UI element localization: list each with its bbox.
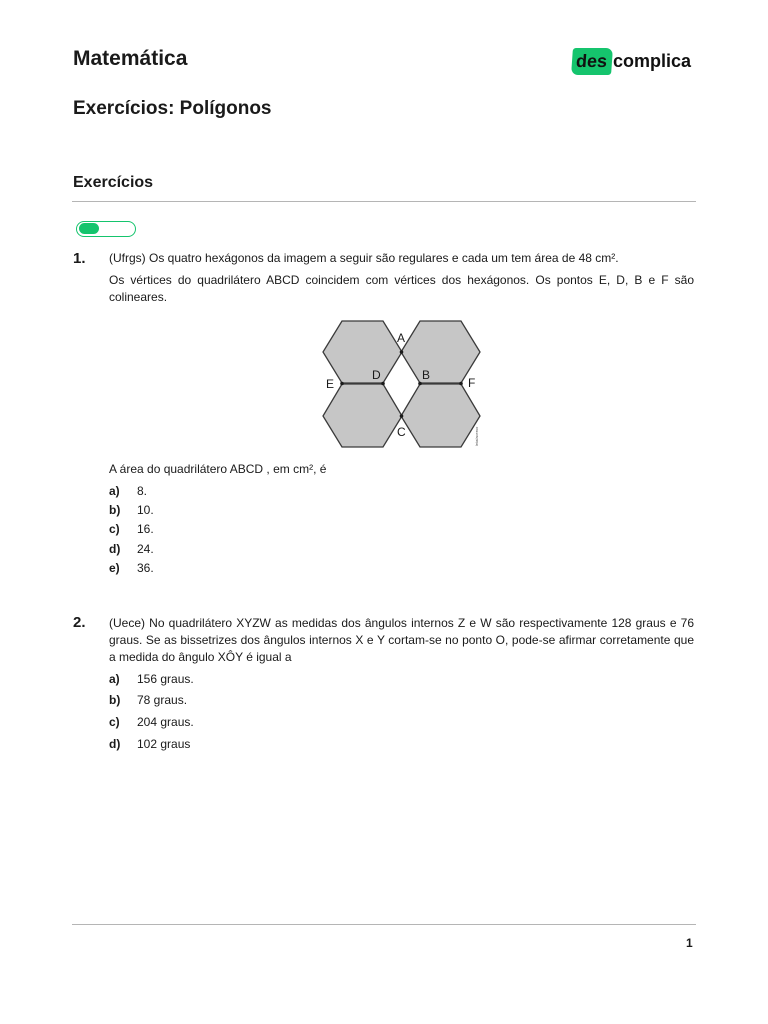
point-b-marker — [418, 382, 422, 386]
option-letter: c) — [109, 522, 120, 536]
option-text: 8. — [137, 484, 148, 498]
option-text: 78 graus. — [137, 693, 188, 707]
question-2-option-b — [109, 692, 187, 708]
hexagon-top-right — [401, 321, 480, 383]
question-2-option-a — [109, 671, 194, 687]
option-letter: a) — [109, 484, 120, 498]
question-2-option-c — [109, 714, 194, 730]
option-text: 204 graus. — [137, 715, 194, 729]
question-1-option-e — [109, 560, 154, 576]
toggle-knob — [79, 223, 99, 234]
question-1-prompt: A área do quadrilátero ABCD , em cm², é — [109, 462, 327, 476]
option-text: 24. — [137, 542, 154, 556]
section-divider — [72, 201, 696, 202]
footer-divider — [72, 924, 696, 925]
option-letter: d) — [109, 542, 121, 556]
option-letter: a) — [109, 672, 120, 686]
option-letter: d) — [109, 737, 121, 751]
option-letter: b) — [109, 693, 121, 707]
option-letter: e) — [109, 561, 120, 575]
point-e-marker — [340, 382, 344, 386]
hexagons-figure — [318, 320, 482, 449]
question-1-option-a — [109, 483, 147, 499]
point-c-marker — [400, 414, 404, 418]
question-1-statement: (Ufrgs) Os quatro hexágonos da imagem a seguir são regulares e cada um tem área de 48 cm². — [109, 251, 619, 265]
question-1-option-d — [109, 541, 154, 557]
descomplica-logo — [572, 46, 691, 76]
question-1-option-b — [109, 502, 154, 518]
logo-wordmark: complica — [613, 51, 692, 71]
point-a-marker — [400, 350, 404, 354]
question-2-statement: (Uece) No quadrilátero XYZW as medidas dos ângulos internos Z e W são respectivamente 128 graus e 76 graus. Se as bissetrizes dos ângulos internos X e Y cortam-se no ponto O, pode-se afirmar corretamente que a medida do ângulo XÔY é igual a — [109, 616, 694, 664]
point-f-marker — [459, 382, 463, 386]
label-b: B — [422, 368, 431, 382]
section-title: Exercícios — [73, 174, 154, 191]
question-number-1: 1. — [73, 250, 86, 267]
label-f: F — [468, 376, 476, 390]
label-a: A — [397, 331, 406, 345]
page-title: Exercícios: Polígonos — [73, 98, 272, 119]
option-letter: c) — [109, 715, 120, 729]
figure-watermark: leia/acervo — [474, 426, 479, 446]
option-text: 102 graus — [137, 737, 191, 751]
option-text: 10. — [137, 503, 154, 517]
subject-title: Matemática — [73, 47, 188, 70]
label-c: C — [397, 425, 406, 439]
question-1-statement-cont: Os vértices do quadrilátero ABCD coincidem com vértices dos hexágonos. Os pontos E, D, B e F são colineares. — [109, 273, 694, 304]
question-number-2: 2. — [73, 614, 86, 631]
option-text: 156 graus. — [137, 672, 194, 686]
option-text: 16. — [137, 522, 154, 536]
question-2-option-d — [109, 736, 190, 752]
option-text: 36. — [137, 561, 154, 575]
page-number: 1 — [686, 936, 693, 950]
point-d-marker — [381, 382, 385, 386]
hexagon-top-left — [323, 321, 402, 383]
option-letter: b) — [109, 503, 121, 517]
label-e: E — [326, 377, 335, 391]
logo-mark: des — [571, 48, 613, 75]
question-1-option-c — [109, 521, 154, 537]
toggle-switch[interactable] — [76, 221, 136, 237]
hexagon-bottom-left — [323, 384, 402, 447]
hexagon-bottom-right — [401, 384, 480, 447]
label-d: D — [372, 368, 381, 382]
